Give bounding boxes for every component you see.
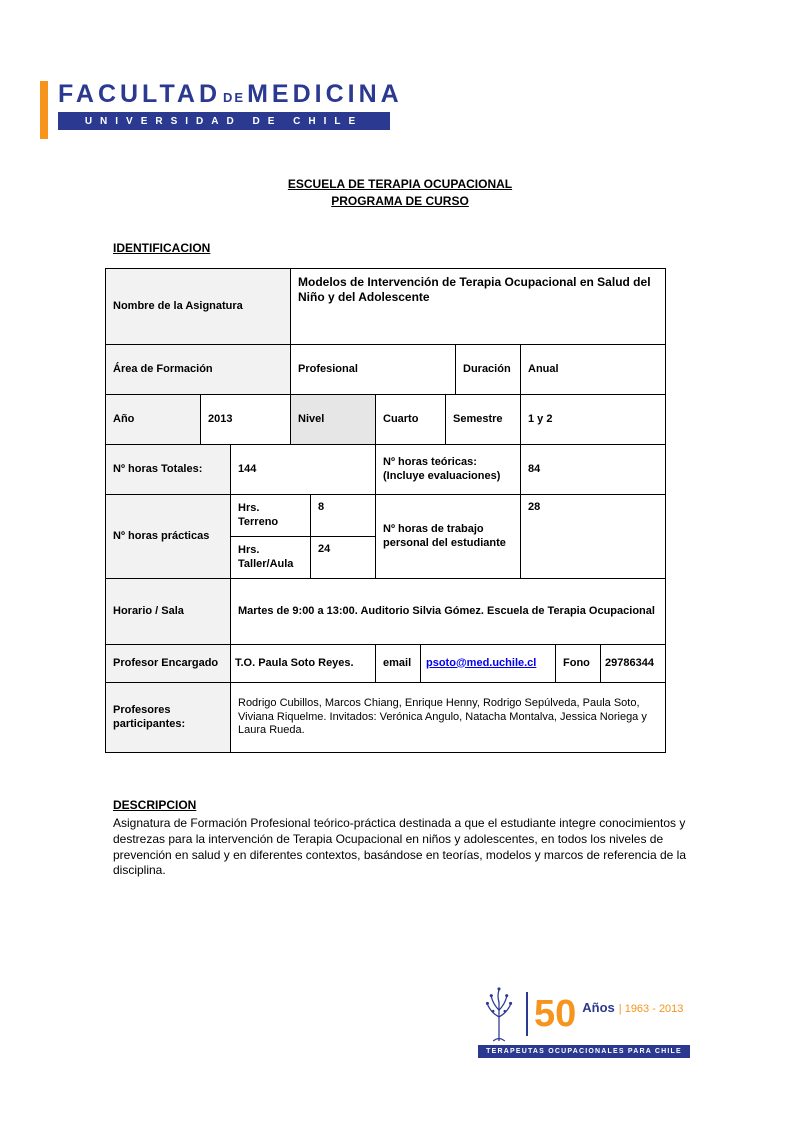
document-title-line2: PROGRAMA DE CURSO bbox=[331, 194, 469, 208]
duracion-label: Duración bbox=[456, 345, 521, 395]
horas-teoricas-label bbox=[376, 445, 521, 495]
logo-university-band: UNIVERSIDAD DE CHILE bbox=[58, 112, 390, 130]
fono-label: Fono bbox=[556, 645, 601, 683]
nombre-asignatura-value: Modelos de Intervención de Terapia Ocupacional en Salud del Niño y del Adolescente bbox=[291, 269, 666, 345]
semestre-label: Semestre bbox=[446, 395, 521, 445]
anniversary-logo-top bbox=[478, 986, 690, 1042]
logo-word-facultad: FACULTAD bbox=[58, 80, 221, 108]
ano-value: 2013 bbox=[201, 395, 291, 445]
hrs-taller-label bbox=[231, 537, 311, 579]
table-row-profesor bbox=[106, 645, 666, 683]
nivel-value: Cuarto bbox=[376, 395, 446, 445]
profesores-participantes-value: Rodrigo Cubillos, Marcos Chiang, Enrique Henny, Rodrigo Sepúlveda, Paula Soto, Viviana Riquelme. Invitados: Verónica Angulo, Natacha Montalva, Jessica Noriega y Laura Rueda. bbox=[231, 683, 666, 753]
horas-totales-value: 144 bbox=[231, 445, 376, 495]
horas-teoricas-value: 84 bbox=[521, 445, 666, 495]
duracion-value: Anual bbox=[521, 345, 666, 395]
fifty-number: 50 bbox=[534, 993, 577, 1035]
semestre-value: 1 y 2 bbox=[521, 395, 666, 445]
hrs-terreno-line2: Terreno bbox=[238, 515, 279, 528]
logo-orange-bar bbox=[40, 81, 48, 139]
table-row-participantes bbox=[106, 683, 666, 753]
area-formacion-value: Profesional bbox=[291, 345, 456, 395]
subrow-taller bbox=[231, 537, 376, 579]
table-row-nombre bbox=[106, 269, 666, 345]
description-section bbox=[113, 798, 693, 879]
table-row-horario bbox=[106, 579, 666, 645]
ano-label: Año bbox=[106, 395, 201, 445]
table-row-horas-practicas bbox=[106, 495, 666, 579]
description-heading: DESCRIPCION bbox=[113, 798, 197, 812]
table-row-ano bbox=[106, 395, 666, 445]
horario-sala-label: Horario / Sala bbox=[106, 579, 231, 645]
area-formacion-label: Área de Formación bbox=[106, 345, 291, 395]
horas-totales-label: Nº horas Totales: bbox=[106, 445, 231, 495]
identification-heading: IDENTIFICACION bbox=[113, 241, 211, 255]
profesor-encargado-value: T.O. Paula Soto Reyes. bbox=[231, 645, 376, 683]
horas-practicas-subtable bbox=[231, 495, 376, 579]
profesor-encargado-label: Profesor Encargado bbox=[106, 645, 231, 683]
document-title-line1: ESCUELA DE TERAPIA OCUPACIONAL bbox=[287, 177, 513, 191]
hrs-terreno-line1: Hrs. bbox=[238, 501, 260, 514]
description-text: Asignatura de Formación Profesional teórico-práctica destinada a que el estudiante integre conocimientos y destrezas para la intervención de Terapia Ocupacional en niños y adolescentes, en todos los niveles de prevención en salud y en diferentes contextos, basándose en teorías, modelos y marcos de referencia de la disciplina. bbox=[113, 816, 687, 878]
document-title bbox=[0, 176, 800, 210]
email-link[interactable]: psoto@med.uchile.cl bbox=[426, 656, 537, 669]
hrs-taller-line2: Taller/Aula bbox=[238, 557, 294, 570]
horas-teoricas-label-line2: (Incluye evaluaciones) bbox=[383, 469, 501, 482]
hrs-terreno-label bbox=[231, 495, 311, 537]
tree-emblem-icon bbox=[478, 986, 520, 1042]
anniversary-years bbox=[582, 1000, 683, 1015]
trabajo-personal-value: 28 bbox=[521, 495, 666, 579]
horas-teoricas-label-line1: Nº horas teóricas: bbox=[383, 455, 477, 468]
fono-value: 29786344 bbox=[601, 645, 666, 683]
profesores-participantes-label: Profesores participantes: bbox=[106, 683, 231, 753]
faculty-logo bbox=[40, 80, 403, 130]
anniversary-tagline-band: TERAPEUTAS OCUPACIONALES PARA CHILE bbox=[478, 1045, 690, 1058]
nombre-asignatura-label: Nombre de la Asignatura bbox=[106, 269, 291, 345]
anniversary-logo bbox=[478, 986, 690, 1058]
trabajo-personal-label: Nº horas de trabajo personal del estudiante bbox=[376, 495, 521, 579]
logo-word-medicina: MEDICINA bbox=[247, 80, 403, 108]
logo-title bbox=[58, 80, 403, 109]
anios-label: Años bbox=[582, 1000, 615, 1015]
logo-word-de: DE bbox=[223, 90, 246, 105]
email-cell bbox=[421, 645, 556, 683]
hrs-taller-value: 24 bbox=[311, 537, 376, 579]
hrs-taller-line1: Hrs. bbox=[238, 543, 260, 556]
logo-divider bbox=[526, 992, 528, 1036]
table-row-horas-totales bbox=[106, 445, 666, 495]
hrs-terreno-value: 8 bbox=[311, 495, 376, 537]
table-row-area bbox=[106, 345, 666, 395]
identification-table bbox=[105, 268, 666, 753]
nivel-label: Nivel bbox=[291, 395, 376, 445]
horas-practicas-label: Nº horas prácticas bbox=[106, 495, 231, 579]
email-label: email bbox=[376, 645, 421, 683]
horario-sala-value: Martes de 9:00 a 13:00. Auditorio Silvia Gómez. Escuela de Terapia Ocupacional bbox=[231, 579, 666, 645]
years-range: | 1963 - 2013 bbox=[618, 1003, 684, 1015]
subrow-terreno bbox=[231, 495, 376, 537]
